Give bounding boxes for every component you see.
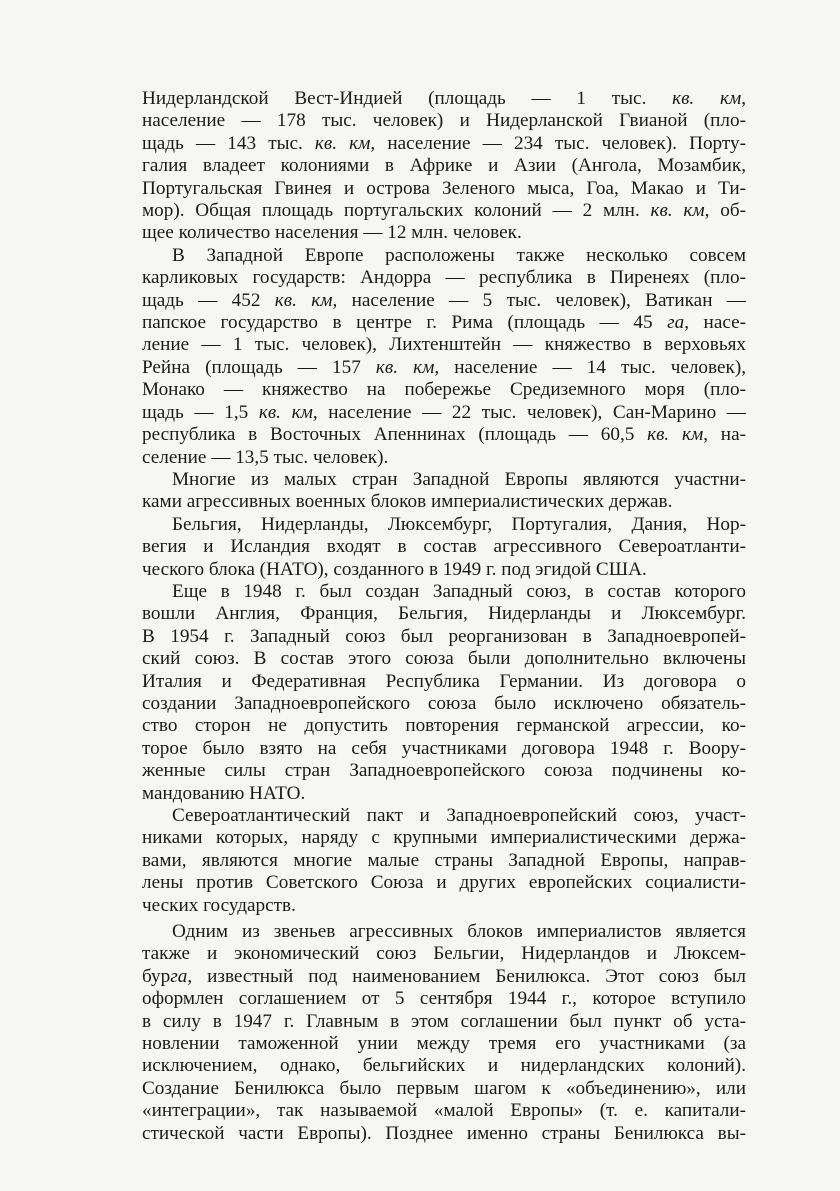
paragraph-4 <box>142 514 746 581</box>
paragraph-7 <box>142 921 746 1145</box>
text-line: карликовых государств: Андорра — республика в Пиренеях (пло- <box>142 267 746 289</box>
text-line: республика в Восточных Апеннинах (площадь — 60,5 кв. км, на- <box>142 424 746 446</box>
text-line: оформлен соглашением от 5 сентября 1944 г., которое вступило <box>142 988 746 1010</box>
text-line: торое было взято на себя участниками договора 1948 г. Воору- <box>142 737 746 759</box>
text-line: новлении таможенной унии между тремя его участниками (за <box>142 1033 746 1055</box>
text-line: В Западной Европе расположены также несколько совсем <box>172 244 746 266</box>
paragraph-5 <box>142 581 746 805</box>
text-line: Рейна (площадь — 157 кв. км, население — 14 тыс. человек), <box>142 356 746 378</box>
text-line: Бельгия, Нидерланды, Люксембург, Португалия, Дания, Нор- <box>172 513 746 535</box>
text-line: Италия и Федеративная Республика Германии. Из договора о <box>142 670 746 692</box>
text-line: мандованию НАТО. <box>142 782 306 804</box>
text-line: щадь — 452 кв. км, население — 5 тыс. человек), Ватикан — <box>142 289 746 311</box>
text-line: Монако — княжество на побережье Средиземного моря (пло- <box>142 379 746 401</box>
paragraph-2 <box>142 245 746 469</box>
text-line: в силу в 1947 г. Главным в этом соглашении был пункт об уста- <box>142 1010 746 1032</box>
text-line: никами которых, наряду с крупными империалистическими держа- <box>142 827 746 849</box>
text-line: щадь — 1,5 кв. км, население — 22 тыс. человек), Сан-Марино — <box>142 401 746 423</box>
paragraph-6 <box>142 805 746 917</box>
text-line: стической части Европы). Позднее именно страны Бенилюкса вы- <box>142 1122 746 1144</box>
text-line: ский союз. В состав этого союза были дополнительно включены <box>142 648 746 670</box>
text-line: Североатлантический пакт и Западноевропейский союз, участ- <box>172 805 746 826</box>
text-line: население — 178 тыс. человек) и Нидерланской Гвианой (пло- <box>142 110 746 132</box>
text-line: вами, являются многие малые страны Западной Европы, направ- <box>142 849 746 871</box>
text-line: исключением, однако, бельгийских и нидерландских колоний). <box>142 1055 746 1077</box>
text-line: ство сторон не допустить повторения германской агрессии, ко- <box>142 715 746 737</box>
text-line: галия владеет колониями в Африке и Азии (Ангола, Мозамбик, <box>142 155 746 177</box>
text-line: ческих государств. <box>142 894 296 916</box>
text-line: мор). Общая площадь португальских колоний — 2 млн. кв. км, об- <box>142 200 747 222</box>
text-line: селение — 13,5 тыс. человек). <box>142 446 389 468</box>
text-line: ческого блока (НАТО), созданного в 1949 г. под эгидой США. <box>142 558 647 580</box>
text-line: лены против Советского Союза и других европейских социалисти- <box>142 872 746 894</box>
text-line: папское государство в центре г. Рима (площадь — 45 га, насе- <box>142 312 746 334</box>
text-line: Португальская Гвинея и острова Зеленого мыса, Гоа, Макао и Ти- <box>142 177 746 199</box>
page-text <box>142 88 746 1145</box>
text-line: щадь — 143 тыс. кв. км, население — 234 тыс. человек). Порту- <box>142 132 746 154</box>
text-line: Создание Бенилюкса было первым шагом к «объединению», или <box>142 1077 746 1099</box>
text-line: Еще в 1948 г. был создан Западный союз, в состав которого <box>172 580 746 602</box>
text-line: вошли Англия, Франция, Бельгия, Нидерланды и Люксембург. <box>142 603 746 625</box>
text-line: создании Западноевропейского союза было исключено обязатель- <box>142 692 746 714</box>
text-line: В 1954 г. Западный союз был реорганизован в Западноевропей- <box>142 625 746 647</box>
text-line: ками агрессивных военных блоков империалистических держав. <box>142 491 673 513</box>
paragraph-1 <box>142 88 746 245</box>
text-line: «интеграции», так называемой «малой Европы» (т. е. капитали- <box>142 1100 746 1122</box>
paragraph-3 <box>142 469 746 514</box>
text-line: Многие из малых стран Западной Европы являются участни- <box>172 468 746 490</box>
text-line: ление — 1 тыс. человек), Лихтенштейн — княжество в верховьях <box>142 334 746 356</box>
text-line: Нидерландской Вест-Индией (площадь — 1 тыс. кв. км, <box>142 88 746 109</box>
text-line: щее количество населения — 12 млн. человек. <box>142 222 522 244</box>
text-line: женные силы стран Западноевропейского союза подчинены ко- <box>142 760 746 782</box>
text-line: бурга, известный под наименованием Бенилюкса. Этот союз был <box>142 965 746 987</box>
text-line: Одним из звеньев агрессивных блоков империалистов является <box>172 921 746 943</box>
text-line: также и экономический союз Бельгии, Нидерландов и Люксем- <box>142 943 746 965</box>
text-line: вегия и Исландия входят в состав агрессивного Североатланти- <box>142 536 746 558</box>
